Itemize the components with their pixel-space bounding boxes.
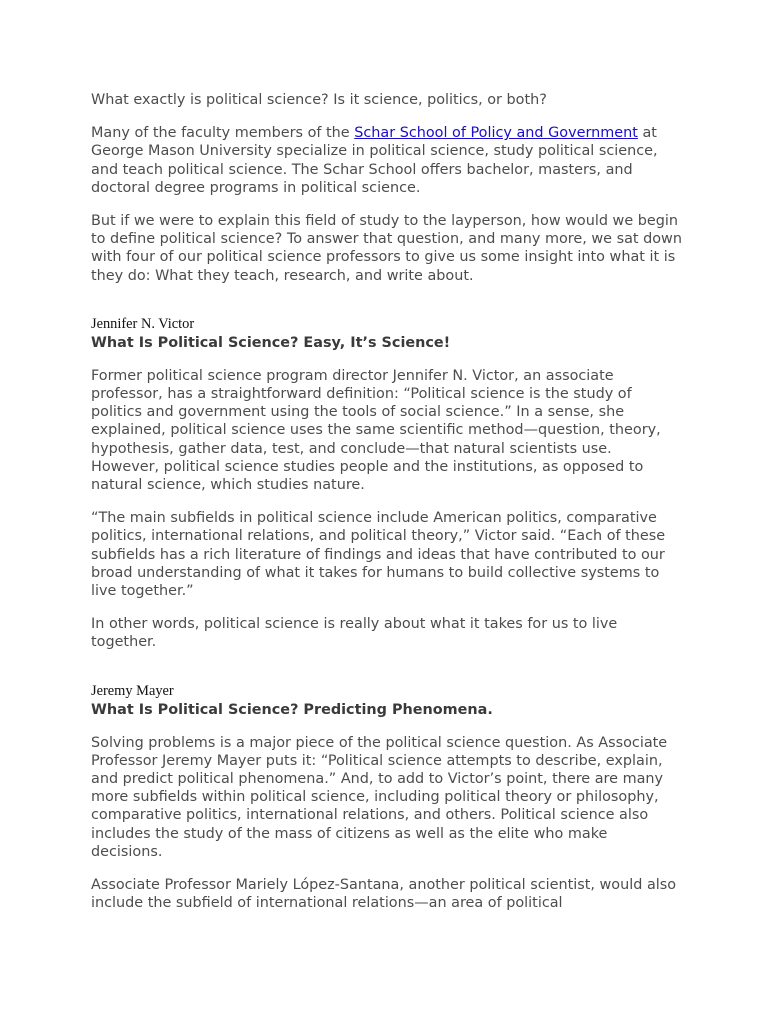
intro-paragraph-layperson: But if we were to explain this field of study to the layperson, how would we begin to define political science? To answer that question, and many more, we sat down with four of our political science professors to give us some insight into what it is they do: What they teach, research, and write about. (91, 213, 682, 284)
schar-school-link[interactable]: Schar School of Policy and Government (354, 125, 638, 142)
article-body (91, 91, 683, 928)
section-heading: What Is Political Science? Easy, It’s Science! (91, 334, 451, 351)
section-heading: What Is Political Science? Predicting Phenomena. (91, 701, 493, 718)
section-paragraph: In other words, political science is really about what it takes for us to live together. (91, 616, 618, 651)
section-paragraph: Former political science program director Jennifer N. Victor, an associate professor, has a straightforward definition: “Political science is the study of politics and government using the tools of social science.” In a sense, she explained, political science uses the same scientific method—question, theory, hypothesis, gather data, test, and conclude—that natural scientists use. However, political science studies people and the institutions, as opposed to natural science, which studies nature. (91, 367, 661, 494)
section-mayer (91, 683, 683, 913)
section-paragraph: Solving problems is a major piece of the political science question. As Associate Professor Jeremy Mayer puts it: “Political science attempts to describe, explain, and predict political phenomena.” And, to add to Victor’s point, there are many more subfields within political science, including political theory or philosophy, comparative politics, international relations, and others. Political science also includes the study of the mass of citizens as well as the elite who make decisions. (91, 734, 668, 860)
intro-text-after-link: at George Mason University specialize in political science, study political science, and teach political science. The Schar School offers bachelor, masters, and doctoral degree programs in political science. (91, 125, 658, 196)
author-byline: Jennifer N. Victor (91, 315, 195, 332)
intro-text-before-link: Many of the faculty members of the (91, 125, 355, 142)
intro-paragraph-schar (91, 124, 683, 197)
section-paragraph: “The main subfields in political science include American politics, comparative politics, international relations, and political theory,” Victor said. “Each of these subfields has a rich literature of findings and ideas that have contributed to our broad understanding of what it takes for humans to build collective systems to live together.” (91, 510, 666, 600)
section-victor (91, 316, 683, 652)
intro-question: What exactly is political science? Is it science, politics, or both? (91, 92, 547, 108)
author-byline: Jeremy Mayer (91, 682, 174, 699)
section-paragraph: Associate Professor Mariely López-Santana, another political scientist, would also include the subfield of international relations—an area of political (91, 877, 677, 912)
